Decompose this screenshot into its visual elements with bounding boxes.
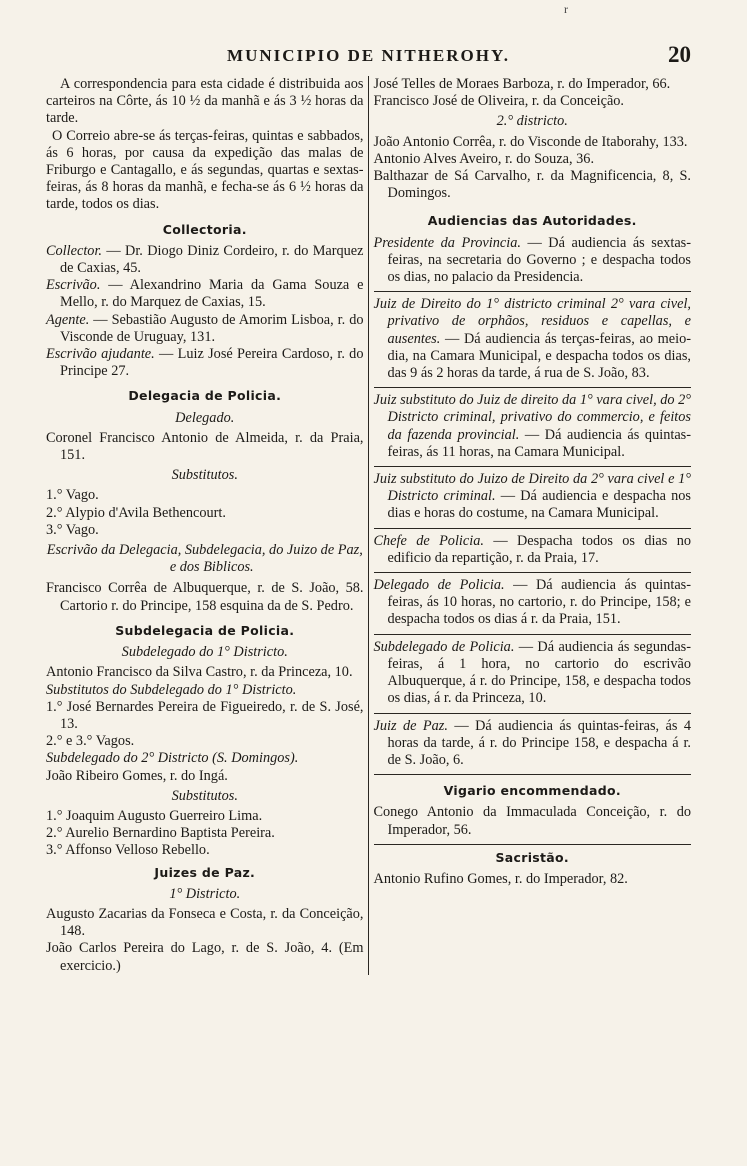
audiencia-text: — Dá audiencia ás quintas-feiras, ás 4 horas da tarde, á r. do Principe 158, e despacha á r. de S. João, 6. [387,717,691,768]
list-item: 1.° Vago. [46,487,99,504]
substitutos1-label: Substitutos do Subdelegado do 1° Districto. [46,681,297,698]
section-heading-subdelegacia: Subdelegacia de Policia. [115,622,295,638]
audiencia-entry [374,471,692,529]
list-item: 3.° Affonso Velloso Rebello. [46,842,210,859]
audiencia-entry [374,392,692,467]
section-heading-vigario: Vigario encommendado. [443,783,621,799]
audiencia-text: — Dá audiencia ás sextas-feiras, na secretaria do Governo ; e despacha todos os dias, no palacio da Presidencia. [387,234,691,286]
collectoria-entry: Collector. — Dr. Diogo Diniz Cordeiro, r. do Marquez de Caxias, 45. [46,242,364,277]
audiencia-entry [374,639,692,714]
audiencia-text: — Dá audiencia ás quintas-feiras, ás 10 horas, no cartorio, r. do Principe, 158; e despacha todos os dias á r. da Praia, 151. [387,577,692,628]
juiz-entry: José Telles de Moraes Barboza, r. do Imperador, 66. [373,76,671,92]
audiencia-role: Delegado de Policia. [373,577,505,594]
delegado-entry: Coronel Francisco Antonio de Almeida, r. da Praia, 151. [46,429,364,464]
audiencia-text: — Despacha todos os dias no edificio da repartição, r. da Praia, 17. [387,532,692,566]
audiencia-entry [374,296,692,388]
right-column [368,76,692,975]
escrivao-entry: Francisco Corrêa de Albuquerque, r. de S. João, 58. Cartorio r. do Principe, 158 esquina da de S. Pedro. [46,580,364,614]
audiencia-entry [374,533,692,573]
sacristao-entry [374,871,692,893]
section-heading-delegacia: Delegacia de Policia. [128,388,282,404]
list-item: 2.° e 3.° Vagos. [46,733,135,750]
escrivao-label: Escrivão da Delegacia, Subdelegacia, do Juizo de Paz, e dos Biblicos. [46,542,363,576]
sacristao-text: Antonio Rufino Gomes, r. do Imperador, 82. [373,870,628,887]
page-number: 20 [668,42,691,67]
audiencia-entry [374,235,692,293]
collectoria-entry: Agente. — Sebastião Augusto de Amorim Lisboa, r. do Visconde de Uruguay, 131. [46,311,364,345]
list-item: 1.° Joaquim Augusto Guerreiro Lima. [46,807,263,824]
juiz-entry: Antonio Alves Aveiro, r. do Souza, 36. [373,150,595,167]
vigario-text: Conego Antonio da Immaculada Conceição, r. do Imperador, 56. [373,804,691,838]
collectoria-entry: Escrivão. — Alexandrino Maria da Gama Souza e Mello, r. do Marquez de Caxias, 15. [46,277,364,311]
subdelegado2-entry: João Ribeiro Gomes, r. do Ingá. [46,767,228,784]
audiencia-text: — Dá audiencia ás segundas-feiras, á 1 hora, no cartorio do escrivão Albuquerque, á r. do Principe, 158, e despacha todos os dias, á r. da Princeza, 10. [387,638,691,707]
corner-mark: r [564,2,568,16]
delegado-label: Delegado. [175,409,235,426]
juiz-entry: Francisco José de Oliveira, r. da Conceição. [373,93,625,110]
audiencia-entry [374,577,692,635]
intro-paragraph: A correspondencia para esta cidade é distribuida aos carteiros na Côrte, ás 10 ½ da manhã e ás 3 ½ horas da tarde. [46,76,364,127]
list-item: 3.° Vago. [46,521,99,538]
vigario-entry [374,804,692,844]
juiz-entry: João Antonio Corrêa, r. do Visconde de Itaborahy, 133. [373,133,688,150]
audiencia-role: Juiz substituto do Juizo de Direito da 2° vara civel e 1° Districto criminal. [373,471,691,505]
page [46,36,691,975]
intro-paragraph: O Correio abre-se ás terças-feiras, quintas e sabbados, ás 6 horas, por causa da expedição das malas de Friburgo e Cantagallo, e ás segundas, quartas e sextas-feiras, ás 8 horas da manhã, e fecha-se ás 6 ½ horas da tarde, todos os dias. [46,127,364,213]
section-heading-juizes: Juizes de Paz. [154,864,256,880]
audiencia-entry [374,718,692,776]
two-columns [46,76,691,975]
audiencia-text: — Dá audiencia ás quintas-feiras, ás 11 horas, na Camara Municipal. [387,426,691,460]
page-title: MUNICIPIO DE NITHEROHY. [227,46,510,65]
audiencia-text: — Dá audiencia e despacha nos dias e horas do costume, na Camara Municipal. [387,488,691,522]
juiz-entry: Augusto Zacarias da Fonseca e Costa, r. da Conceição, 148. [46,905,364,940]
list-item: 2.° Alypio d'Avila Bethencourt. [46,504,226,521]
juiz-entry: Balthazar de Sá Carvalho, r. da Magnificencia, 8, S. Domingos. [373,168,691,202]
substitutos2-label: Substitutos. [171,787,238,804]
juiz-entry: João Carlos Pereira do Lago, r. de S. João, 4. (Em exercicio.) [46,940,364,974]
audiencia-role: Chefe de Policia. [373,532,484,549]
list-item: 1.° José Bernardes Pereira de Figueiredo, r. de S. José, 13. [46,698,364,732]
collectoria-entry: Escrivão ajudante. — Luiz José Pereira Cardoso, r. do Principe 27. [46,346,364,380]
substitutos-label: Substitutos. [171,467,238,484]
audiencia-role: Presidente da Provincia. [373,234,521,251]
audiencia-role: Juiz substituto do Juiz de direito da 1° vara civel, do 2° Districto criminal, privativo do commercio, e feitos da fazenda provincial. [373,392,691,443]
subdelegado1-entry: Antonio Francisco da Silva Castro, r. da Princeza, 10. [46,664,353,681]
section-heading-collectoria: Collectoria. [162,221,247,237]
audiencia-text: — Dá audiencia ás terças-feiras, ao meio-dia, na Camara Municipal, e despacha todos os dias, das 9 ás 2 horas da tarde, á rua de S. João, 83. [387,330,691,382]
audiencia-role: Subdelegado de Policia. [373,638,515,655]
audiencia-role: Juiz de Paz. [373,717,448,734]
list-item: 2.° Aurelio Bernardino Baptista Pereira. [46,825,275,842]
left-column [46,76,368,975]
districto2-label: 2.° districto. [496,113,568,130]
section-heading-sacristao: Sacristão. [495,849,569,865]
subdelegado1-label: Subdelegado do 1° Districto. [121,644,288,661]
audiencia-role: Juiz de Direito do 1° districto criminal 2° vara civel, privativo de orphãos, residuos e capellas, e ausentes. [373,296,691,347]
districto-label: 1° Districto. [169,885,241,902]
section-heading-audiencias: Audiencias das Autoridades. [427,213,637,229]
subdelegado2-label: Subdelegado do 2° Districto (S. Domingos). [46,750,299,767]
page-header [46,36,691,76]
